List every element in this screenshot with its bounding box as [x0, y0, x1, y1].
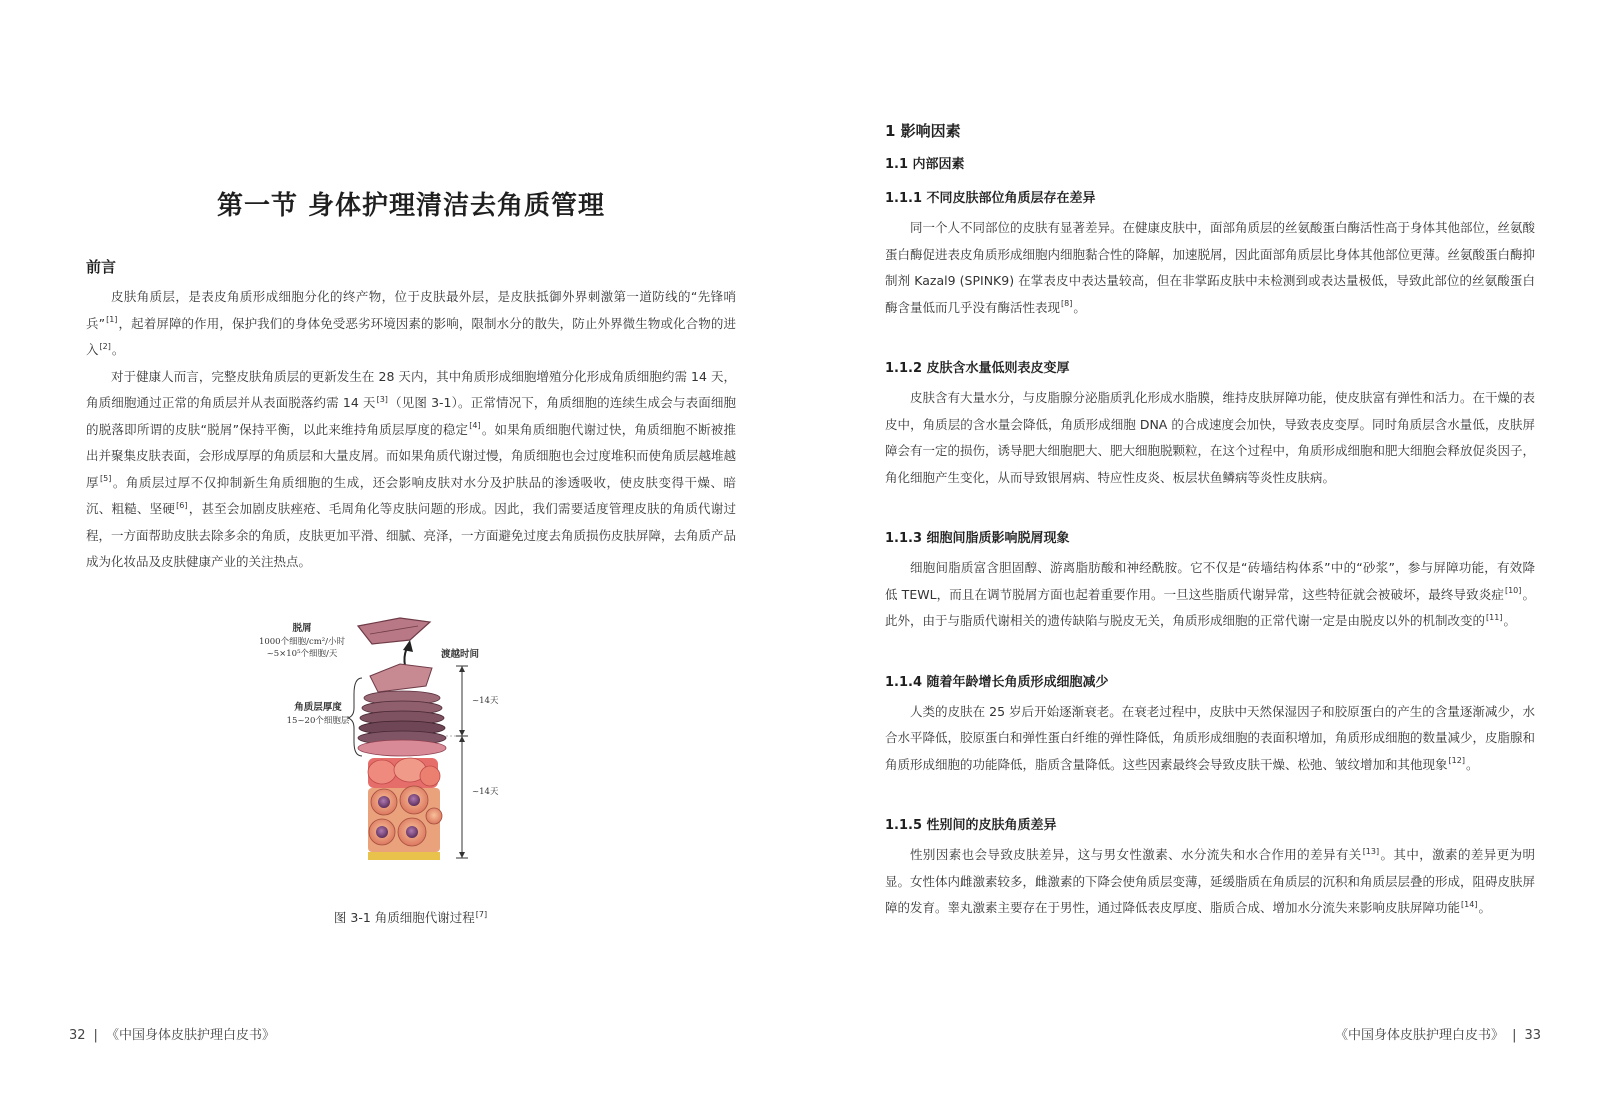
- section-heading: 1 影响因素: [885, 122, 961, 140]
- flake-layer: [370, 664, 432, 692]
- section-paragraph: [885, 699, 1535, 779]
- footer-separator: |: [1512, 1028, 1517, 1043]
- desquamation-rate-1: 1000个细胞/cm²/小时: [258, 637, 346, 647]
- citation-ref: [10]: [1504, 586, 1522, 596]
- section-title: 1.1.3 细胞间脂质影响脱屑现象: [885, 531, 1070, 546]
- paragraph-text: 。: [1465, 756, 1479, 772]
- citation-ref: [13]: [1362, 846, 1380, 856]
- section-paragraph: [885, 842, 1535, 922]
- subsection-heading: 1.1 内部因素: [885, 157, 965, 172]
- paragraph-text: 。: [1478, 900, 1491, 915]
- living-cell: [368, 760, 396, 784]
- thickness-brace: [348, 678, 362, 756]
- paragraph-text: 皮肤含有大量水分，与皮脂腺分泌脂质乳化形成水脂膜，维持皮肤屏障功能，使皮肤富有弹性和活力。在干燥的表皮中，角质层的含水量会降低，角质形成细胞 DNA 的合成速度会加快，导致表皮变厚。同时角质层含水量低，皮肤屏障会有一定的损伤，诱导肥大细胞肥大、肥大细胞脱颗粒，在这个过程中，角质形成细胞和肥大细胞会释放促炎因子，角化细胞产生变化，从而导致银屑病、特应性皮炎、板层状鱼鳞病等炎性皮肤病。: [885, 390, 1536, 485]
- citation-ref: [8]: [1061, 299, 1073, 309]
- transit-time-label: 渡越时间: [440, 649, 480, 660]
- section-1-1-3: [885, 527, 1535, 635]
- timeline-arrow: [459, 730, 465, 736]
- citation-ref: [4]: [469, 421, 481, 431]
- paragraph-text: ，甚至会加剧皮肤痤疮、毛周角化等皮肤问题的形成。因此，我们需要适度管理皮肤的角质代谢过程，一方面帮助皮肤去除多余的角质，皮肤更加平滑、细腻、亮泽，一方面避免过度去角质损伤皮肤屏障，去角质产品成为化妆品及皮肤健康产业的关注热点。: [86, 501, 737, 569]
- preface-paragraph: [86, 284, 736, 364]
- paragraph-text: 同一个人不同部位的皮肤有显著差异。在健康皮肤中，面部角质层的丝氨酸蛋白酶活性高于身体其他部位，丝氨酸蛋白酶促进表皮角质形成细胞内细胞黏合性的降解，加速脱屑，因此面部角质层比身体其他部位更薄。丝氨酸蛋白酶抑制剂 Kazal9 (SPINK9) 在掌表皮中表达量较高，但在非掌跖皮肤中未检测到或表达量极低，导致此部位的丝氨酸蛋白酶含量低而几乎没有酶活性表现: [885, 220, 1536, 315]
- layers-label: 15~20个细胞层: [286, 716, 350, 726]
- footer-right: [1335, 1024, 1541, 1043]
- thickness-label: 角质层厚度: [294, 702, 342, 713]
- footer-left: [69, 1024, 275, 1043]
- citation-ref: [3]: [376, 394, 388, 404]
- paragraph-text: 。: [1073, 299, 1086, 315]
- paragraph-text: 。如果角质细胞代谢过快，角质细胞不断被推出并聚集皮肤表面，会形成厚厚的角质层和大量皮屑。而如果角质代谢过慢，角质细胞也会过度堆积而使角质层越堆越厚: [86, 421, 737, 490]
- paragraph-text: 。此外，由于与脂质代谢相关的遗传缺陷与脱皮无关，角质形成细胞的正常代谢一定是由脱皮以外的机制改变的: [885, 586, 1535, 628]
- figure-caption: [86, 908, 736, 926]
- section-1-1-1: [885, 187, 1535, 321]
- days-upper-label: ~14天: [472, 696, 499, 706]
- preface-body: [86, 284, 736, 576]
- basal-cell: [426, 808, 442, 824]
- paragraph-text: 性别因素也会导致皮肤差异，这与男女性激素、水分流失和水合作用的差异有关: [910, 847, 1362, 862]
- citation-ref: [11]: [1486, 612, 1503, 622]
- paragraph-text: ，起着屏障的作用，保护我们的身体免受恶劣环境因素的影响，限制水分的散失，防止外界微生物或化合物的进入: [86, 315, 736, 357]
- right-content: [885, 120, 1535, 922]
- paragraph-text: 。角质层过厚不仅抑制新生角质细胞的生成，还会影响皮肤对水分及护肤品的渗透吸收，使皮肤变得干燥、暗沉、粗糙、坚硬: [86, 474, 736, 516]
- section-paragraph: [885, 385, 1535, 491]
- cell-nucleus: [376, 826, 388, 838]
- paragraph-text: 。其中，激素的差异更为明显。女性体内雌激素较多，雌激素的下降会使角质层变薄，延缓脂质在角质层的沉积和角质层层叠的形成，阻碍皮肤屏障的发育。睾丸激素主要存在于男性，通过降低表皮厚度、脂质合成、增加水分流失来影响皮肤屏障功能: [885, 847, 1536, 915]
- paragraph-text: 人类的皮肤在 25 岁后开始逐渐衰老。在衰老过程中，皮肤中天然保湿因子和胶原蛋白的产生的含量逐渐减少，水合水平降低，胶原蛋白和弹性蛋白纤维的弹性降低，角质形成细胞的表面积增加，角质形成细胞的数量减少，皮脂腺和角质形成细胞的功能降低，脂质含量降低。这些因素最终会导致皮肤干燥、松弛、皱纹增加和其他现象: [885, 703, 1536, 772]
- timeline-arrow: [459, 852, 465, 858]
- section-paragraph: [885, 215, 1535, 321]
- flake-layer: [358, 740, 446, 756]
- desquamation-label: 脱屑: [292, 623, 312, 634]
- footer-separator: |: [93, 1028, 98, 1043]
- page-number: 32: [69, 1028, 86, 1043]
- citation-ref: [5]: [100, 474, 112, 484]
- cell-nucleus: [406, 826, 418, 838]
- paragraph-text: 皮肤角质层，是表皮角质形成细胞分化的终产物，位于皮肤最外层，是皮肤抵御外界刺激第一道防线的“先锋哨兵”: [86, 289, 736, 331]
- right-page: [805, 0, 1610, 1100]
- paragraph-text: 。: [111, 342, 125, 357]
- paragraph-text: （见图 3-1）。正常情况下，角质细胞的连续生成会与表面细胞的脱落即所谓的皮肤“脱屑”保持平衡，以此来维持角质层厚度的稳定: [86, 395, 736, 437]
- arrow-head: [403, 640, 413, 652]
- desquamated-flake: [358, 618, 430, 644]
- page-number: 33: [1524, 1028, 1541, 1043]
- section-title: 1.1.2 皮肤含水量低则表皮变厚: [885, 361, 1070, 376]
- timeline-arrow: [459, 666, 465, 672]
- citation-ref: [6]: [176, 500, 188, 510]
- citation-ref: [14]: [1461, 899, 1478, 909]
- chapter-title: 第一节 身体护理清洁去角质管理: [216, 191, 606, 221]
- book-title: 《中国身体皮肤护理白皮书》: [105, 1028, 275, 1043]
- desquamation-rate-2: ~5×10⁵个细胞/天: [266, 649, 338, 659]
- section-paragraph: [885, 555, 1535, 635]
- paragraph-text: 细胞间脂质富含胆固醇、游离脂肪酸和神经酰胺。它不仅是“砖墙结构体系”中的“砂浆”，参与屏障功能，有效降低 TEWL，而且在调节脱屑方面也起着重要作用。一旦这些脂质代谢异常，这些特征就会被破坏，最终导致炎症: [885, 560, 1535, 602]
- paragraph-text: 。: [1503, 613, 1516, 628]
- paragraph-text: 对于健康人而言，完整皮肤角质层的更新发生在 28 天内，其中角质形成细胞增殖分化形成角质细胞约需 14 天，角质细胞通过正常的角质层并从表面脱落约需 14 天: [86, 368, 736, 410]
- keratinocyte-metabolism-figure: [250, 610, 550, 870]
- section-1-1-4: [885, 671, 1535, 779]
- cell-nucleus: [378, 796, 390, 808]
- days-lower-label: ~14天: [472, 787, 499, 797]
- basement-membrane: [368, 852, 440, 860]
- citation-ref: [2]: [99, 341, 111, 351]
- section-title: 1.1.4 随着年龄增长角质形成细胞减少: [885, 674, 1109, 690]
- section-title: 1.1.1 不同皮肤部位角质层存在差异: [885, 191, 1096, 206]
- living-cell: [420, 766, 440, 786]
- preface-paragraph: [86, 364, 736, 576]
- section-title: 1.1.5 性别间的皮肤角质差异: [885, 818, 1057, 833]
- timeline-arrow: [459, 736, 465, 742]
- citation-ref: [12]: [1448, 756, 1465, 766]
- section-1-1-2: [885, 357, 1535, 491]
- book-title: 《中国身体皮肤护理白皮书》: [1335, 1028, 1505, 1043]
- figure-caption-ref: [7]: [475, 909, 488, 919]
- citation-ref: [1]: [106, 315, 118, 325]
- section-1-1-5: [885, 814, 1535, 922]
- preface-heading: 前言: [86, 258, 117, 276]
- figure-caption-text: 图 3-1 角质细胞代谢过程: [333, 910, 475, 925]
- cell-nucleus: [408, 794, 420, 806]
